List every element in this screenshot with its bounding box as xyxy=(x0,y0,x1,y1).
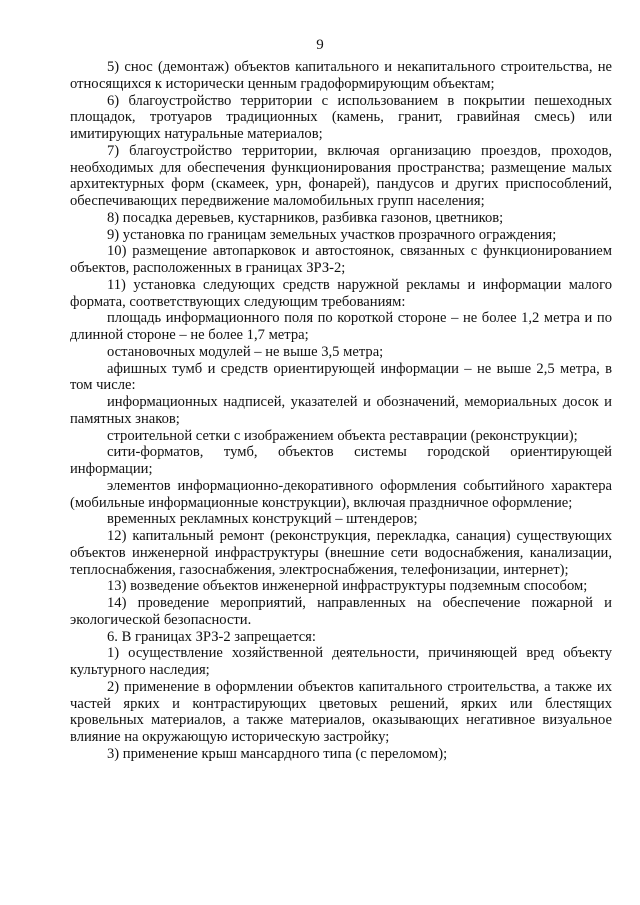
section-heading-6: 6. В границах ЗРЗ-2 запрещается: xyxy=(107,628,316,645)
paragraph-requirement-mesh: строительной сетки с изображением объекта реставрации (реконструкции); xyxy=(107,427,578,444)
paragraph-requirement-tumbs: афишных тумб и средств ориентирующей информации – не выше 2,5 метра, в том числе: xyxy=(70,360,612,394)
paragraph-item-5: 5) снос (демонтаж) объектов капитального и некапитального строительства, не относящихся к исторически ценным градоформирующим объектам; xyxy=(70,59,612,92)
paragraph-requirement-city-formats: сити-форматов, тумб, объектов системы городской ориентирующей информации; xyxy=(70,444,612,477)
paragraph-item-11: 11) установка следующих средств наружной рекламы и информации малого формата, соответствующих следующим требованиям: xyxy=(70,276,612,310)
paragraph-prohibition-3: 3) применение крыш мансардного типа (с переломом); xyxy=(107,745,448,762)
paragraph-item-7: 7) благоустройство территории, включая организацию проездов, проходов, необходимых для обеспечения функционирования пространства; размещение малых архитектурных форм (скамеек, урн, фонарей), пандусов и других приспособлений, обеспечивающих передвижение маломобильных групп населения; xyxy=(70,142,612,209)
document-body xyxy=(70,59,612,763)
paragraph-requirement-shtender: временных рекламных конструкций – штендеров; xyxy=(107,511,418,528)
paragraph-requirement-decor: элементов информационно-декоративного оформления событийного характера (мобильные информационные конструкции), включая праздничное оформление; xyxy=(70,477,612,511)
paragraph-requirement-modules: остановочных модулей – не выше 3,5 метра; xyxy=(107,343,384,360)
paragraph-requirement-area: площадь информационного поля по короткой стороне – не более 1,2 метра и по длинной стороне – не более 1,7 метра; xyxy=(70,310,612,343)
page-number: 9 xyxy=(316,37,324,53)
paragraph-item-8: 8) посадка деревьев, кустарников, разбивка газонов, цветников; xyxy=(107,209,504,226)
paragraph-requirement-signs: информационных надписей, указателей и обозначений, мемориальных досок и памятных знаков; xyxy=(70,394,612,427)
paragraph-prohibition-1: 1) осуществление хозяйственной деятельности, причиняющей вред объекту культурного наследия; xyxy=(70,645,612,678)
paragraph-item-12: 12) капитальный ремонт (реконструкция, перекладка, санация) существующих объектов инженерной инфраструктуры (внешние сети водоснабжения, канализации, теплоснабжения, газоснабжения, электроснабжения, телефонизации, интернет); xyxy=(70,528,612,578)
paragraph-prohibition-2: 2) применение в оформлении объектов капитального строительства, а также их частей ярких и контрастирующих цветовых решений, ярких или блестящих кровельных материалов, а также материалов, оказывающих негативное визуальное влияние на окружающую историческую застройку; xyxy=(70,678,612,745)
paragraph-item-13: 13) возведение объектов инженерной инфраструктуры подземным способом; xyxy=(107,578,588,595)
paragraph-item-9: 9) установка по границам земельных участков прозрачного ограждения; xyxy=(107,226,557,243)
paragraph-item-14: 14) проведение мероприятий, направленных на обеспечение пожарной и экологической безопасности. xyxy=(70,595,612,628)
paragraph-item-6: 6) благоустройство территории с использованием в покрытии пешеходных площадок, тротуаров традиционных (камень, гранит, гравийная смесь) или имитирующих натуральные материалов; xyxy=(70,92,612,142)
paragraph-item-10: 10) размещение автопарковок и автостоянок, связанных с функционированием объектов, расположенных в границах ЗРЗ-2; xyxy=(70,243,612,276)
